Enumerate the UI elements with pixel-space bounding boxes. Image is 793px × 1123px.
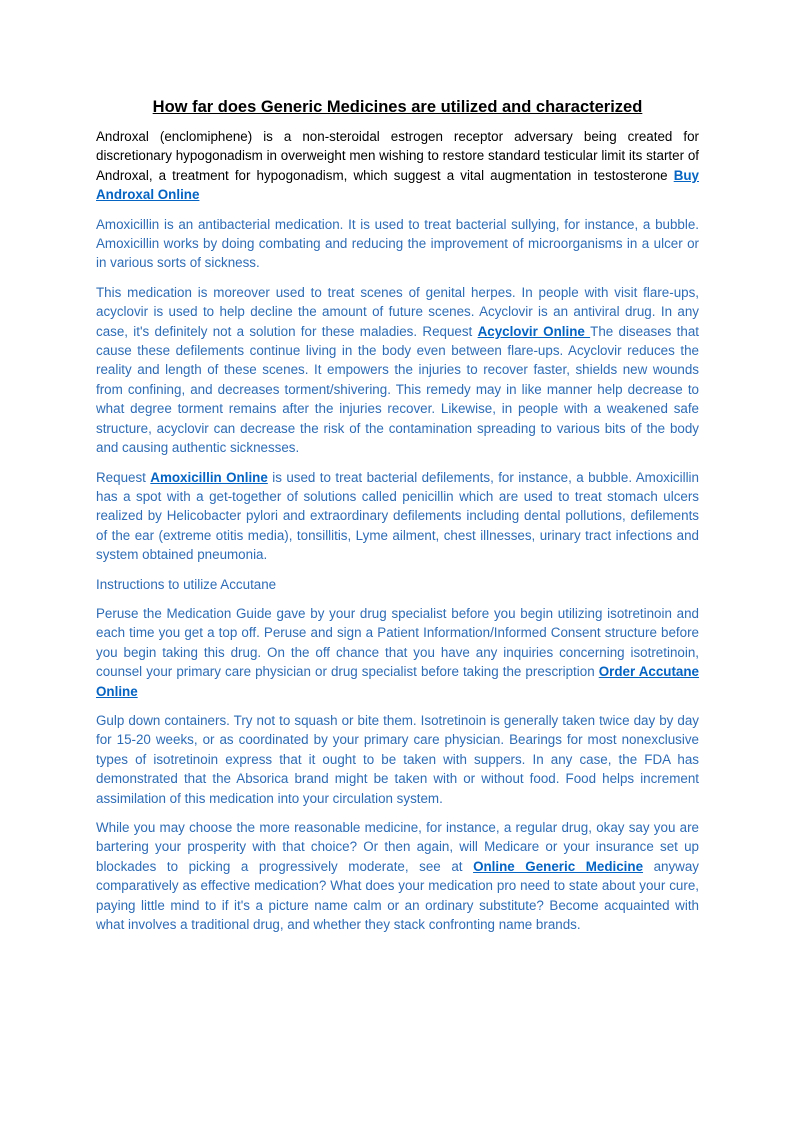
paragraph-generic-medicine [96,818,699,934]
amoxicillin-online-link[interactable]: Amoxicillin Online [150,469,268,485]
buy-androxal-online-link[interactable]: Buy Androxal Online [96,167,699,203]
paragraph-text: Request [96,469,151,485]
paragraph-text: Instructions to utilize Accutane [96,576,277,592]
paragraph-accutane-guide [96,604,699,701]
paragraph-amoxicillin-intro [96,215,699,273]
paragraph-amoxicillin-online [96,468,699,565]
document-page [96,96,699,944]
paragraph-text: is used to treat bacterial defilements, for instance, a bubble. Amoxicillin has a spot with a get-together of solutions called penicillin which are used to treat stomach ulcers realized by Helicobacter pylori and extraordinary defilements including dental pollutions, defilements of the ear (extreme otitis media), tonsillitis, Lyme ailment, chest illnesses, urinary tract infections and system obtained pneumonia. [96,469,699,563]
paragraph-text: Gulp down containers. Try not to squash or bite them. Isotretinoin is generally taken twice day by day for 15-20 weeks, or as coordinated by your primary care physician. Bearings for most nonexclusive types of isotretinoin express that it ought to be taken with suppers. In any case, the FDA has demonstrated that the Absorica brand might be taken with or without food. Food helps increment assimilation of this medication into your circulation system. [96,712,699,806]
paragraph-isotretinoin-dosing [96,711,699,808]
paragraph-text: anyway comparatively as effective medication? What does your medication pro need to state about your cure, paying little mind to if it's a picture name calm or an ordinary substitute? Become acquainted with what involves a traditional drug, and whether they stack confronting name brands. [96,858,699,933]
paragraph-text: While you may choose the more reasonable medicine, for instance, a regular drug, okay say you are bartering your prosperity with that choice? Or then again, will Medicare or your insurance set up blockades to picking a progressively moderate, see at [96,820,699,874]
online-generic-medicine-link[interactable]: Online Generic Medicine [473,858,644,874]
paragraph-accutane-heading [96,575,699,594]
paragraph-acyclovir [96,283,699,458]
paragraph-text: Peruse the Medication Guide gave by your drug specialist before you begin utilizing isotretinoin and each time you get a top off. Peruse and sign a Patient Information/Informed Consent structure before you begin taking this drug. On the off chance that you have any inquiries concerning isotretinoin, counsel your primary care physician or drug specialist before taking the prescription [96,605,699,680]
acyclovir-online-link[interactable]: Acyclovir Online [477,323,591,339]
paragraph-text: Amoxicillin is an antibacterial medication. It is used to treat bacterial sullying, for instance, a bubble. Amoxicillin works by doing combating and reducing the improvement of microorganisms in a ulcer or in various sorts of sickness. [96,216,699,271]
paragraph-text: The diseases that cause these defilements continue living in the body even between flare-ups. Acyclovir reduces the reality and length of these scenes. It empowers the injuries to recover faster, shields new wounds from confining, and decreases torment/shivering. This remedy may in like manner help decrease to what degree torment remains after the injuries recover. Likewise, in people with a weakened safe structure, acyclovir can decrease the risk of the contamination spreading to various bits of the body and causing authentic sicknesses. [96,323,699,456]
document-title: How far does Generic Medicines are utilized and characterized [152,98,643,116]
paragraph-text: Androxal (enclomiphene) is a non-steroidal estrogen receptor adversary being created for discretionary hypogonadism in overweight men wishing to restore standard testicular limit its starter of Androxal, a treatment for hypogonadism, which suggest a vital augmentation in testosterone [96,129,699,183]
paragraph-text: This medication is moreover used to treat scenes of genital herpes. In people with visit flare-ups, acyclovir is used to help decline the amount of future scenes. Acyclovir is an antiviral drug. In any case, it's definitely not a solution for these maladies. Request [96,284,699,339]
order-accutane-online-link[interactable]: Order Accutane Online [96,664,700,699]
paragraph-androxal [96,127,699,205]
